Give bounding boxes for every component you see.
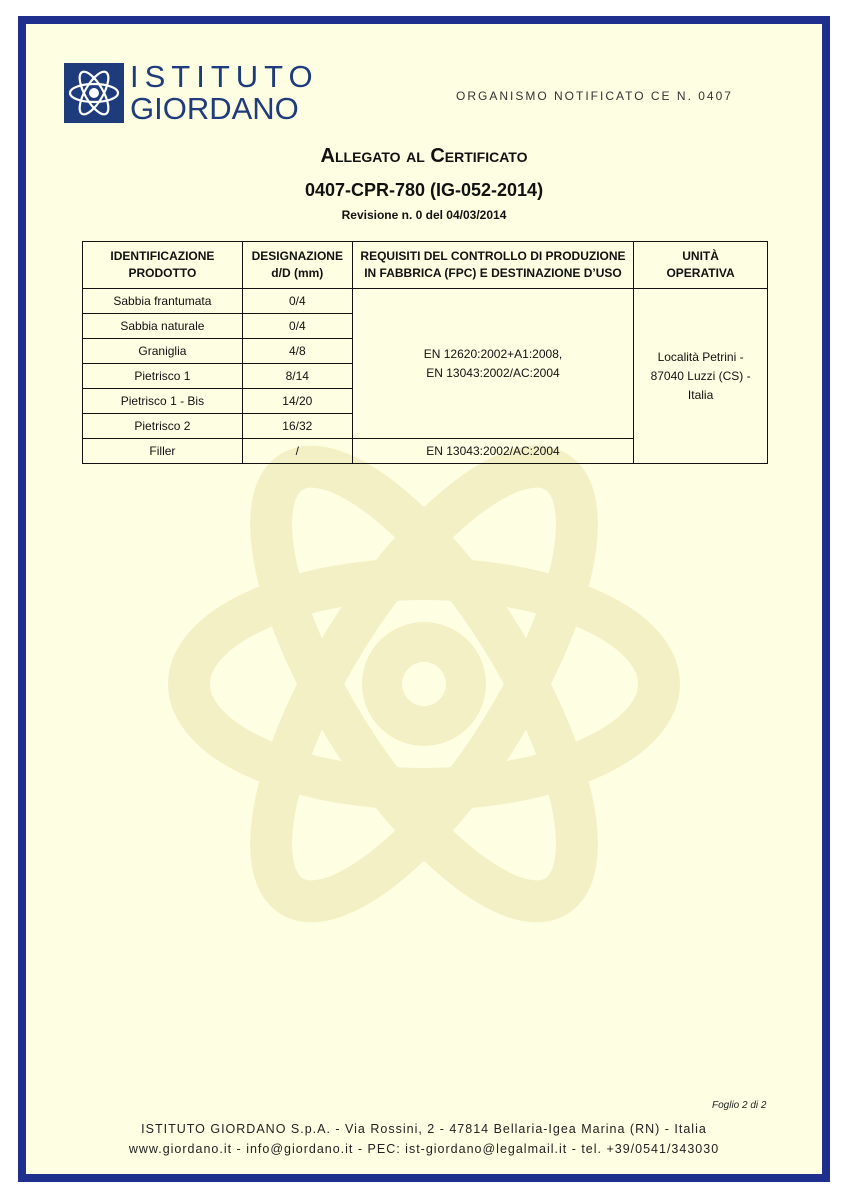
product-cell: Pietrisco 1 - Bis	[83, 389, 243, 414]
certificate-number: 0407-CPR-780 (IG-052-2014)	[304, 180, 544, 200]
document-title: Allegato al Certificato	[320, 145, 528, 167]
page-number: Foglio 2 di 2	[712, 1100, 767, 1111]
product-cell: Pietrisco 2	[83, 414, 243, 439]
designation-cell: /	[242, 439, 352, 464]
footer-contacts: www.giordano.it - info@giordano.it - PEC: ist-giordano@legalmail.it - tel. +39/0541/343030	[128, 1142, 720, 1156]
logo	[64, 61, 334, 131]
notified-body-label: ORGANISMO NOTIFICATO CE N. 0407	[456, 89, 733, 103]
product-cell: Graniglia	[83, 339, 243, 364]
product-cell: Sabbia naturale	[83, 314, 243, 339]
products-table	[82, 241, 768, 464]
table-row	[83, 289, 768, 314]
designation-cell: 14/20	[242, 389, 352, 414]
atom-icon	[64, 63, 124, 123]
designation-cell: 0/4	[242, 289, 352, 314]
designation-cell: 8/14	[242, 364, 352, 389]
requirements-filler-cell: EN 13043:2002/AC:2004	[352, 439, 633, 464]
logo-text-line1: ISTITUTO	[130, 59, 319, 94]
footer-address: ISTITUTO GIORDANO S.p.A. - Via Rossini, 2 - 47814 Bellaria-Igea Marina (RN) - Italia	[141, 1122, 707, 1136]
requirements-cell: EN 12620:2002+A1:2008, EN 13043:2002/AC:2004	[352, 289, 633, 439]
page-frame	[18, 16, 830, 1182]
header-designazione: DESIGNAZIONE d/D (mm)	[242, 242, 352, 289]
product-cell: Filler	[83, 439, 243, 464]
header-unita-operativa: UNITÀ OPERATIVA	[634, 242, 768, 289]
designation-cell: 4/8	[242, 339, 352, 364]
header-requisiti: REQUISITI DEL CONTROLLO DI PRODUZIONE IN FABBRICA (FPC) E DESTINAZIONE D’USO	[352, 242, 633, 289]
header-identificazione: IDENTIFICAZIONE PRODOTTO	[83, 242, 243, 289]
product-cell: Sabbia frantumata	[83, 289, 243, 314]
logo-text-line2: GIORDANO	[130, 91, 299, 126]
designation-cell: 0/4	[242, 314, 352, 339]
designation-cell: 16/32	[242, 414, 352, 439]
unit-cell: Località Petrini - 87040 Luzzi (CS) - Italia	[634, 289, 768, 464]
table-header-row	[83, 242, 768, 289]
revision-label: Revisione n. 0 del 04/03/2014	[341, 208, 507, 222]
product-cell: Pietrisco 1	[83, 364, 243, 389]
